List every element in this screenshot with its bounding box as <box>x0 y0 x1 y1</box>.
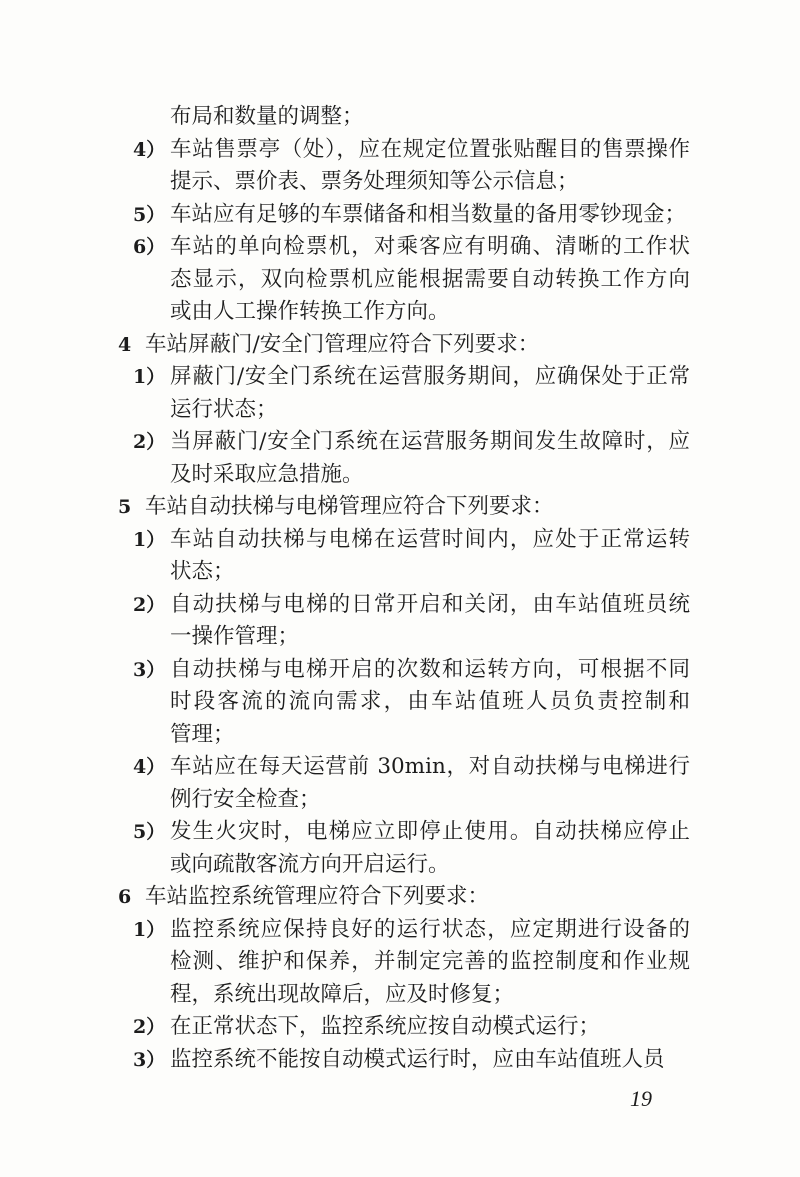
section-line <box>0 881 800 914</box>
item-number: 2） <box>133 593 166 616</box>
list-item-line <box>0 1044 800 1077</box>
section-number: 4 <box>118 333 132 356</box>
line-text: 车站屏蔽门/安全门管理应符合下列要求： <box>145 331 540 357</box>
list-item-line <box>0 1011 800 1044</box>
line-text: 车站应有足够的车票储备和相当数量的备用零钞现金； <box>170 201 687 227</box>
line-text: 程，系统出现故障后，应及时修复； <box>170 981 515 1007</box>
item-number: 3） <box>133 1048 166 1071</box>
list-item-line <box>0 459 800 492</box>
item-number: 1） <box>133 918 166 941</box>
page-number: 19 <box>630 1086 652 1111</box>
list-item-line <box>0 426 800 459</box>
line-text: 车站监控系统管理应符合下列要求： <box>145 884 490 909</box>
list-item-line <box>0 816 800 849</box>
list-item-line <box>0 686 800 719</box>
line-text: 车站的单向检票机，对乘客应有明确、清晰的工作状 <box>170 234 690 259</box>
section-line <box>0 329 800 362</box>
line-text: 例行安全检查； <box>170 786 321 812</box>
line-text: 态显示，双向检票机应能根据需要自动转换工作方向 <box>170 266 690 292</box>
item-number: 1） <box>133 366 166 388</box>
line-text: 自动扶梯与电梯开启的次数和运转方向，可根据不同 <box>170 656 690 682</box>
list-item-line <box>0 361 800 394</box>
item-number: 5） <box>133 821 166 843</box>
line-text: 提示、票价表、票务处理须知等公示信息； <box>170 169 579 194</box>
line-text: 运行状态； <box>170 396 278 422</box>
line-text: 发生火灾时，电梯应立即停止使用。自动扶梯应停止 <box>170 819 690 844</box>
line-text: 当屏蔽门/安全门系统在运营服务期间发生故障时，应 <box>170 429 690 454</box>
item-number: 4） <box>133 756 166 778</box>
list-item-line <box>0 394 800 427</box>
section-number: 6 <box>118 886 132 908</box>
item-number: 3） <box>133 658 166 681</box>
line-text: 状态； <box>170 559 235 584</box>
line-text: 时段客流的流向需求，由车站值班人员负责控制和 <box>170 689 690 714</box>
item-number: 6） <box>133 236 166 258</box>
line-text: 自动扶梯与电梯的日常开启和关闭，由车站值班员统 <box>170 591 690 617</box>
list-item-line <box>0 134 800 167</box>
list-item-line <box>0 654 800 687</box>
list-item-line <box>0 264 800 297</box>
list-item-line <box>0 979 800 1012</box>
line-text: 车站自动扶梯与电梯在运营时间内，应处于正常运转 <box>170 526 690 552</box>
list-item-line <box>0 621 800 654</box>
list-item-line <box>0 166 800 199</box>
item-number: 1） <box>133 528 166 551</box>
line-text: 屏蔽门/安全门系统在运营服务期间，应确保处于正常 <box>170 364 690 389</box>
list-item-line <box>0 231 800 264</box>
line-text: 布局和数量的调整； <box>170 104 364 129</box>
section-line <box>0 491 800 524</box>
list-item-line <box>0 199 800 232</box>
line-text: 检测、维护和保养，并制定完善的监控制度和作业规 <box>170 949 690 974</box>
line-text: 车站自动扶梯与电梯管理应符合下列要求： <box>145 494 554 519</box>
list-item-line <box>0 751 800 784</box>
line-text: 监控系统应保持良好的运行状态，应定期进行设备的 <box>170 916 690 942</box>
section-number: 5 <box>118 496 132 518</box>
list-item-line <box>0 849 800 882</box>
item-number: 2） <box>133 431 166 453</box>
line-text: 及时采取应急措施。 <box>170 461 364 487</box>
list-item-line <box>0 556 800 589</box>
list-item-line <box>0 719 800 752</box>
item-number: 4） <box>133 138 166 161</box>
line-text: 一操作管理； <box>170 624 300 649</box>
list-item-line <box>0 914 800 947</box>
item-number: 5） <box>133 203 166 226</box>
line-text: 车站售票亭（处），应在规定位置张贴醒目的售票操作 <box>170 136 690 162</box>
list-item-line <box>0 946 800 979</box>
item-number: 2） <box>133 1016 166 1038</box>
line-text: 车站应在每天运营前 30min，对自动扶梯与电梯进行 <box>170 754 690 779</box>
line-text: 或向疏散客流方向开启运行。 <box>170 851 450 877</box>
line-text: 在正常状态下，监控系统应按自动模式运行； <box>170 1014 601 1039</box>
continuation-line <box>0 101 800 134</box>
line-text: 或由人工操作转换工作方向。 <box>170 299 450 324</box>
list-item-line <box>0 589 800 622</box>
line-text: 监控系统不能按自动模式运行时，应由车站值班人员 <box>170 1046 665 1072</box>
line-text: 管理； <box>170 721 235 747</box>
list-item-line <box>0 524 800 557</box>
list-item-line <box>0 296 800 329</box>
list-item-line <box>0 784 800 817</box>
document-body <box>0 101 800 1076</box>
